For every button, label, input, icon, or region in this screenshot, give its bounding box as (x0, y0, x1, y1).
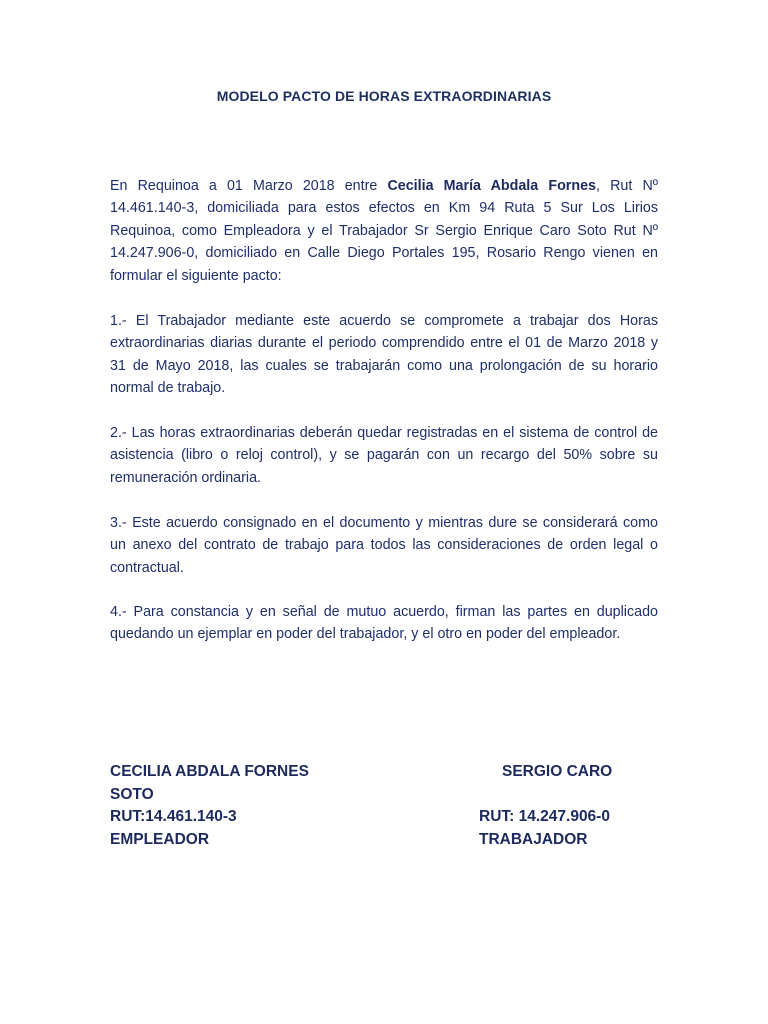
document-title: MODELO PACTO DE HORAS EXTRAORDINARIAS (216, 88, 552, 104)
intro-text-after: , Rut Nº 14.461.140-3, domiciliada para estos efectos en Km 94 Ruta 5 Sur Los Lirios Requinoa, como Empleadora y el Trabajador Sr Sergio Enrique Caro Soto Rut Nº 14.247.906-0, domiciliado en Calle Diego Portales 195, Rosario Rengo vienen en formular el siguiente pacto: (110, 178, 659, 284)
employer-role: EMPLEADOR (110, 831, 210, 848)
worker-role: TRABAJADOR (479, 831, 588, 848)
clause-1: 1.- El Trabajador mediante este acuerdo se compromete a trabajar dos Horas extraordinarias diarias durante el periodo comprendido entre el 01 de Marzo 2018 y 31 de Mayo 2018, las cuales se trabajarán como una prolongación de su horario normal de trabajo. (110, 313, 658, 397)
worker-signature-name: SERGIO CARO (502, 763, 613, 780)
clause-3: 3.- Este acuerdo consignado en el documento y mientras dure se considerará como un anexo del contrato de trabajo para todos las consideraciones de orden legal o contractual. (110, 515, 658, 576)
intro-text-before: En Requinoa a 01 Marzo 2018 entre (110, 178, 388, 194)
employer-rut: RUT:14.461.140-3 (110, 808, 237, 825)
intro-paragraph (110, 175, 658, 287)
clause-2: 2.- Las horas extraordinarias deberán quedar registradas en el sistema de control de asistencia (libro o reloj control), y se pagarán con un recargo del 50% sobre su remuneración ordinaria. (110, 425, 658, 486)
employer-full-name: Cecilia María Abdala Fornes (387, 178, 597, 194)
employer-signature-name: CECILIA ABDALA FORNES (110, 763, 309, 780)
worker-signature-name-continued: SOTO (110, 786, 154, 803)
worker-rut: RUT: 14.247.906-0 (479, 808, 610, 825)
clause-4: 4.- Para constancia y en señal de mutuo acuerdo, firman las partes en duplicado quedando un ejemplar en poder del trabajador, y el otro en poder del empleador. (110, 604, 658, 643)
